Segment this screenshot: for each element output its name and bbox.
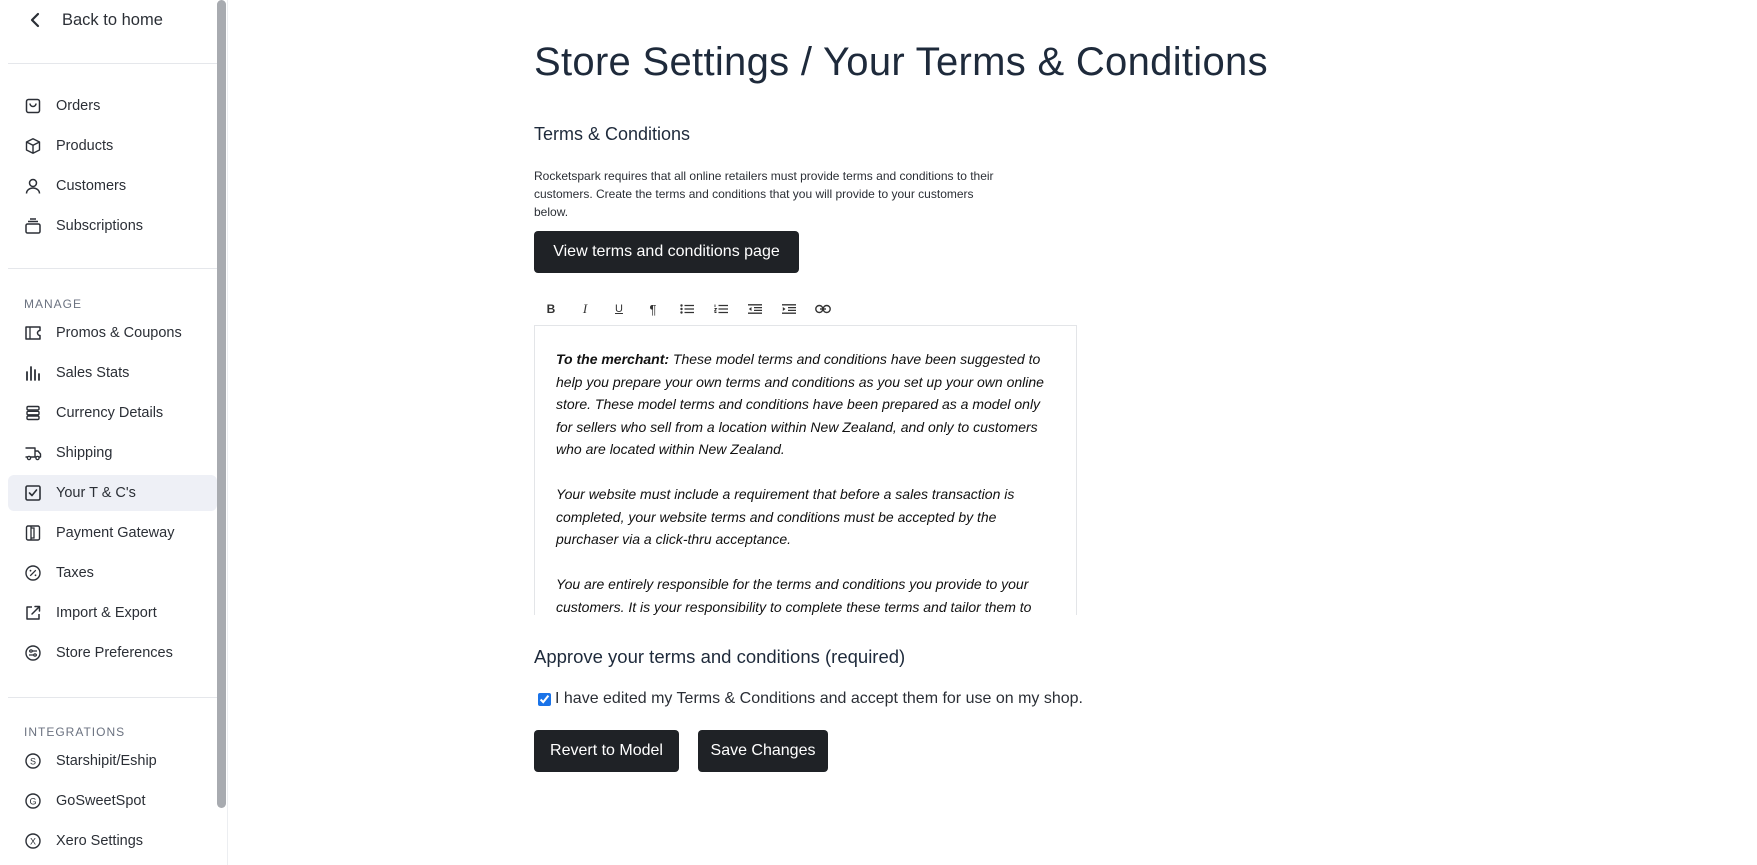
gateway-icon: [23, 523, 43, 543]
manage-section-label: MANAGE: [24, 297, 83, 311]
sidebar-item-label: Customers: [56, 178, 127, 194]
bold-button[interactable]: [534, 299, 568, 319]
sidebar-item-gosweetspot[interactable]: [8, 783, 217, 819]
x-circle-icon: [23, 831, 43, 851]
sidebar-item-label: Payment Gateway: [56, 525, 175, 541]
editor-paragraph: You are entirely responsible for the terms and conditions you provide to your customers. It is your responsibility to complete these terms and tailor them to: [556, 576, 1032, 615]
sidebar-item-customers[interactable]: [8, 168, 217, 204]
sidebar-item-sales-stats[interactable]: [8, 355, 217, 391]
editor-paragraph: [556, 348, 1048, 461]
export-icon: [23, 603, 43, 623]
outdent-icon: [748, 304, 762, 314]
back-to-home-link[interactable]: [26, 8, 163, 32]
g-circle-icon: [23, 791, 43, 811]
page-title: Store Settings / Your Terms & Conditions: [534, 40, 1268, 84]
sidebar-divider: [8, 63, 217, 64]
section-title: Terms & Conditions: [534, 124, 691, 144]
box-icon: [23, 136, 43, 156]
sidebar-item-import-export[interactable]: [8, 595, 217, 631]
paragraph-icon: ¶: [649, 301, 657, 317]
underline-icon: U: [615, 303, 623, 315]
chevron-left-icon: [26, 11, 44, 29]
sidebar-item-label: Import & Export: [56, 605, 157, 621]
save-changes-button[interactable]: Save Changes: [698, 730, 828, 772]
sidebar-item-payment-gateway[interactable]: [8, 515, 217, 551]
revert-to-model-button[interactable]: Revert to Model: [534, 730, 679, 772]
sidebar: [0, 0, 228, 865]
sidebar-item-label: Promos & Coupons: [56, 325, 182, 341]
editor-paragraph: Your website must include a requirement that before a sales transaction is completed, your website terms and conditions must be accepted by the purchaser via a click-thru acceptance.: [556, 486, 1015, 547]
outdent-button[interactable]: [738, 299, 772, 319]
editor-toolbar: [534, 299, 840, 319]
numbered-list-button[interactable]: [704, 299, 738, 319]
sidebar-item-store-preferences[interactable]: [8, 635, 217, 671]
sidebar-item-label: Sales Stats: [56, 365, 130, 381]
sidebar-item-label: Your T & C's: [56, 485, 136, 501]
link-button[interactable]: [806, 299, 840, 319]
bar-chart-icon: [23, 363, 43, 383]
paragraph-button[interactable]: [636, 299, 670, 319]
editor-paragraph-text: These model terms and conditions have been suggested to help you prepare your own terms and conditions as you set up your own online store. These model terms and conditions have been prepared as a model only for sellers who sell from a location within New Zealand, and only to customers who are located within New Zealand.: [556, 351, 1044, 457]
back-to-home-label: Back to home: [62, 10, 163, 29]
bullet-list-icon: [680, 304, 694, 314]
svg-text:G: G: [29, 796, 37, 807]
link-icon: [815, 304, 831, 314]
terms-editor[interactable]: [534, 325, 1077, 615]
sidebar-item-label: Orders: [56, 98, 101, 114]
sidebar-item-label: GoSweetSpot: [56, 793, 146, 809]
accept-terms-row[interactable]: [538, 690, 1083, 708]
editor-lead-bold: To the merchant:: [556, 351, 670, 367]
sidebar-item-orders[interactable]: [8, 88, 217, 124]
sidebar-item-promos[interactable]: [8, 315, 217, 351]
sidebar-item-label: Store Preferences: [56, 645, 173, 661]
sidebar-item-label: Currency Details: [56, 405, 164, 421]
sidebar-item-xero[interactable]: [8, 823, 217, 859]
preferences-icon: [23, 643, 43, 663]
sidebar-item-shipping[interactable]: [8, 435, 217, 471]
stack-icon: [23, 216, 43, 236]
svg-text:S: S: [29, 756, 37, 767]
integrations-section-label: INTEGRATIONS: [24, 725, 126, 739]
s-circle-icon: [23, 751, 43, 771]
bold-icon: B: [546, 302, 556, 316]
orders-icon: [23, 96, 43, 116]
ticket-icon: [23, 323, 43, 343]
coins-icon: [23, 403, 43, 423]
sidebar-scrollbar[interactable]: [217, 0, 226, 808]
sidebar-item-starshipit[interactable]: [8, 743, 217, 779]
indent-icon: [782, 304, 796, 314]
bullet-list-button[interactable]: [670, 299, 704, 319]
italic-button[interactable]: [568, 299, 602, 319]
accept-terms-label: I have edited my Terms & Conditions and accept them for use on my shop.: [555, 690, 1083, 707]
sidebar-item-label: Xero Settings: [56, 833, 144, 849]
user-icon: [23, 176, 43, 196]
sidebar-item-subscriptions[interactable]: [8, 208, 217, 244]
sidebar-divider: [8, 697, 217, 698]
sidebar-item-label: Shipping: [56, 445, 113, 461]
sidebar-item-taxes[interactable]: [8, 555, 217, 591]
truck-icon: [23, 443, 43, 463]
approve-title: Approve your terms and conditions (required): [534, 646, 906, 667]
sidebar-item-label: Starshipit/Eship: [56, 753, 157, 769]
sidebar-item-currency[interactable]: [8, 395, 217, 431]
percent-icon: [23, 563, 43, 583]
checkbox-icon: [23, 483, 43, 503]
view-terms-button[interactable]: View terms and conditions page: [534, 231, 799, 273]
italic-icon: I: [582, 301, 588, 316]
indent-button[interactable]: [772, 299, 806, 319]
description-text: Rocketspark requires that all online retailers must provide terms and conditions to their customers. Create the terms and conditions that you will provide to your customers below.: [534, 169, 994, 219]
accept-terms-checkbox[interactable]: [538, 693, 551, 706]
sidebar-item-label: Products: [56, 138, 114, 154]
svg-text:X: X: [29, 836, 37, 847]
sidebar-item-label: Subscriptions: [56, 218, 144, 234]
sidebar-divider: [8, 268, 217, 269]
underline-button[interactable]: [602, 299, 636, 319]
sidebar-item-terms[interactable]: [8, 475, 217, 511]
sidebar-item-label: Taxes: [56, 565, 94, 581]
numbered-list-icon: [714, 304, 728, 314]
sidebar-item-products[interactable]: [8, 128, 217, 164]
